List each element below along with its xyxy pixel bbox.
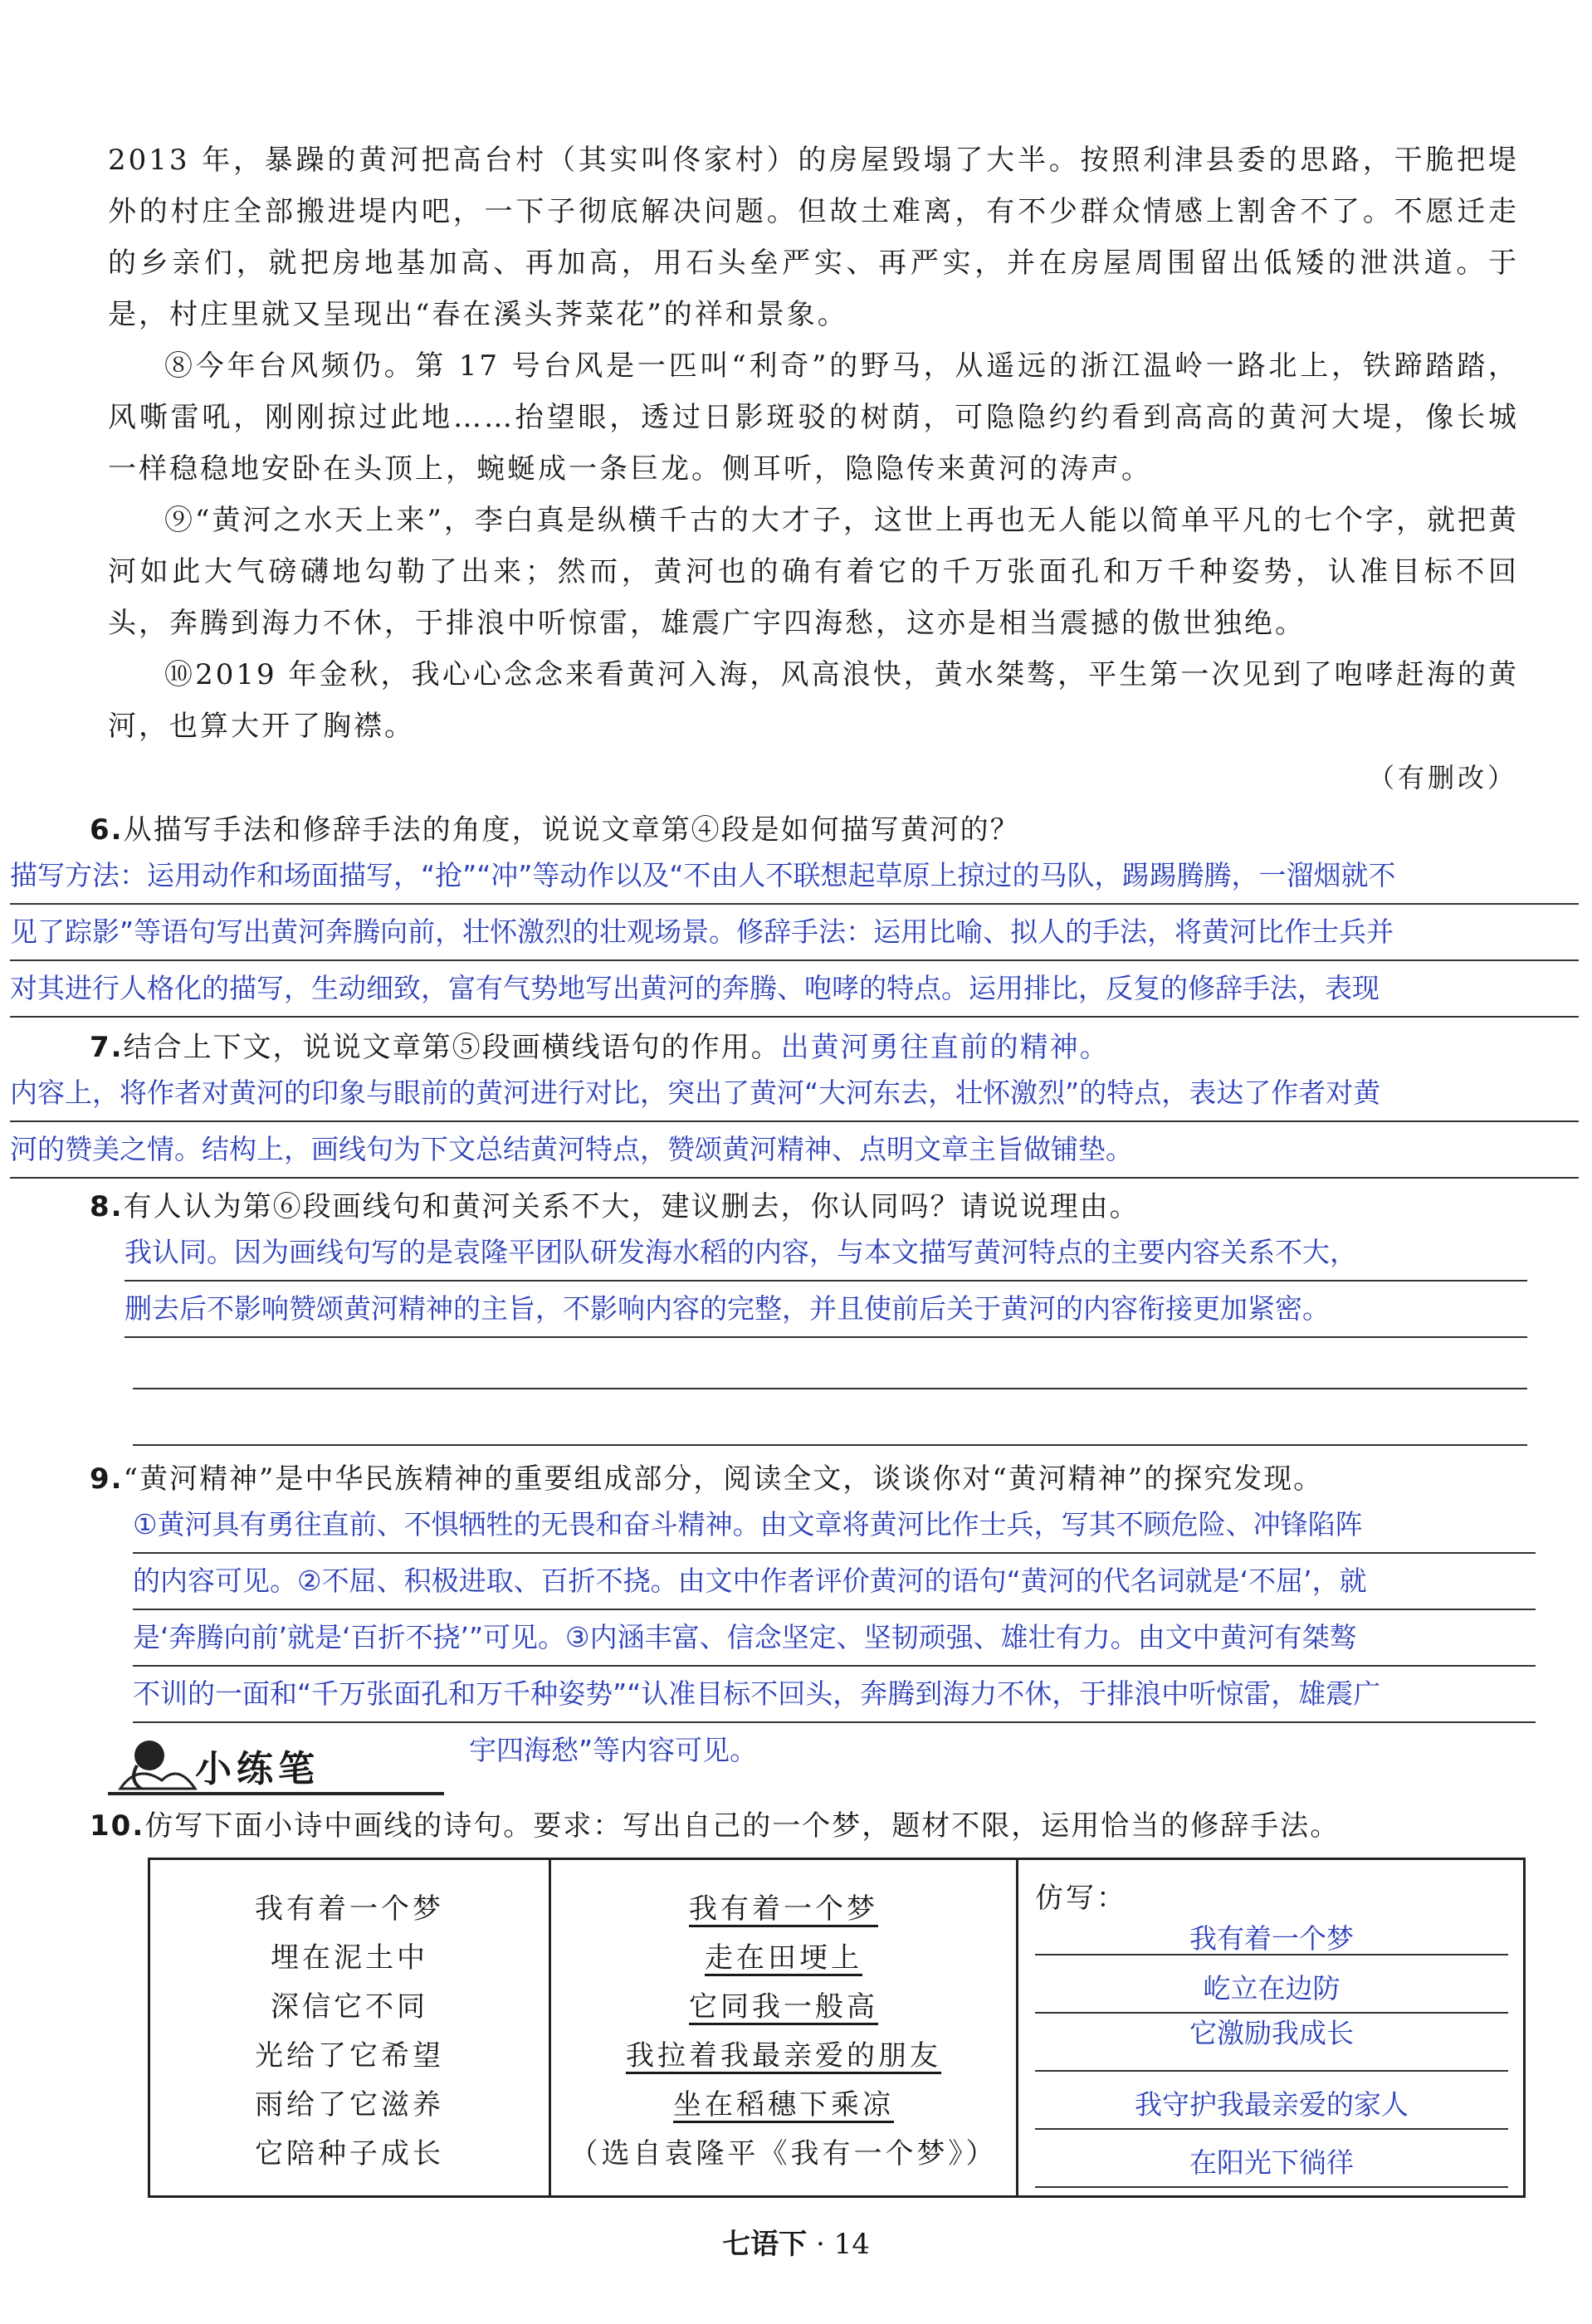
book-title: 七语下 xyxy=(722,2228,808,2261)
question-9 xyxy=(90,1461,1550,1497)
imitation-line: 屹立在边防 xyxy=(1035,1955,1508,2014)
imitation-line: 在阳光下徜徉 xyxy=(1035,2130,1508,2188)
answer-inline: 出黄河勇往直前的精神。 xyxy=(780,1031,1110,1064)
passage-paragraph-10: ⑩2019 年金秋，我心心念念来看黄河入海，风高浪快，黄水桀骜，平生第一次见到了咆哮赶海的黄河，也算大开了胸襟。 xyxy=(108,658,1519,743)
answer-8 xyxy=(125,1225,1527,1338)
question-text: 结合上下文，说说文章第⑤段画横线语句的作用。 xyxy=(123,1031,781,1064)
passage-paragraph-8: ⑧今年台风频仍。第 17 号台风是一匹叫“利奇”的野马，从遥远的浙江温岭一路北上，铁蹄踏踏，风嘶雷吼，刚刚掠过此地……抬望眼，透过日影斑驳的树荫，可隐隐约约看到高高的黄河大堤，像长城一样稳稳地安卧在头顶上，蜿蜒成一条巨龙。侧耳听，隐隐传来黄河的涛声。 xyxy=(108,349,1519,486)
poem-source: （选自袁隆平《我有一个梦》） xyxy=(569,2137,998,2170)
poem-table xyxy=(148,1858,1526,2198)
answer-line: 是‘奔腾向前’就是‘百折不挠’”可见。③内涵丰富、信念坚定、坚韧顽强、雄壮有力。由文中黄河有桀骜 xyxy=(133,1610,1536,1667)
answer-line: 描写方法：运用动作和场面描写，“抢”“冲”等动作以及“不由人不联想起草原上掠过的马队，踢踢腾腾，一溜烟就不 xyxy=(10,848,1579,905)
question-number: 6. xyxy=(90,813,124,847)
poem-line: 它陪种子成长 xyxy=(255,2137,444,2170)
question-text: “黄河精神”是中华民族精神的重要组成部分，阅读全文，谈谈你对“黄河精神”的探究发现。 xyxy=(123,1462,1324,1496)
question-text: 仿写下面小诗中画线的诗句。要求：写出自己的一个梦，题材不限，运用恰当的修辞手法。 xyxy=(144,1809,1341,1843)
poem-underlined-column xyxy=(550,1859,1018,2197)
footer-separator: · xyxy=(815,2228,825,2261)
poem-line: 雨给了它滋养 xyxy=(255,2088,444,2121)
imitation-label: 仿写： xyxy=(1035,1882,1127,1915)
poem-underlined-line: 走在田埂上 xyxy=(705,1941,862,1975)
question-number: 10. xyxy=(90,1809,145,1843)
question-7 xyxy=(90,1029,1550,1066)
source-note: （有删改） xyxy=(1367,762,1517,793)
passage-paragraph-7: 2013 年，暴躁的黄河把高台村（其实叫佟家村）的房屋毁塌了大半。按照利津县委的思路，干脆把堤外的村庄全部搬进堤内吧，一下子彻底解决问题。但故土难离，有不少群众情感上割舍不了。不愿迁走的乡亲们，就把房地基加高、再加高，用石头垒严实、再严实，并在房屋周围留出低矮的泄洪道。于是，村庄里就又呈现出“春在溪头荠菜花”的祥和景象。 xyxy=(108,144,1519,331)
practice-title: 小练笔 xyxy=(195,1748,320,1790)
imitation-line: 我守护我最亲爱的家人 xyxy=(1035,2072,1508,2130)
imitation-line: 我有着一个梦 xyxy=(1035,1916,1508,1955)
answer-line: 的内容可见。②不屈、积极进取、百折不挠。由文中作者评价黄河的语句“黄河的代名词就是‘不屈’，就 xyxy=(133,1554,1536,1610)
answer-line: ①黄河具有勇往直前、不惧牺牲的无畏和奋斗精神。由文章将黄河比作士兵，写其不顾危险、冲锋陷阵 xyxy=(133,1497,1536,1554)
question-10 xyxy=(90,1808,1550,1844)
answer-line: 删去后不影响赞颂黄河精神的主旨，不影响内容的完整，并且使前后关于黄河的内容衔接更加紧密。 xyxy=(125,1282,1527,1338)
poem-line: 光给了它希望 xyxy=(255,2039,444,2073)
poem-underlined-line: 它同我一般高 xyxy=(689,1990,878,2024)
poem-underlined-line: 我有着一个梦 xyxy=(689,1892,878,1926)
poem-line: 我有着一个梦 xyxy=(255,1892,444,1926)
poem-line: 埋在泥土中 xyxy=(271,1941,428,1975)
poem-underlined-line: 坐在稻穗下乘凉 xyxy=(673,2088,894,2121)
page-number: 14 xyxy=(833,2228,870,2261)
imitation-column xyxy=(1018,1859,1525,2197)
answer-line: 我认同。因为画线句写的是袁隆平团队研发海水稻的内容，与本文描写黄河特点的主要内容关系不大， xyxy=(125,1225,1527,1282)
question-number: 9. xyxy=(90,1462,124,1496)
answer-7 xyxy=(10,1066,1579,1179)
answer-line: 内容上，将作者对黄河的印象与眼前的黄河进行对比，突出了黄河“大河东去，壮怀激烈”的特点，表达了作者对黄 xyxy=(10,1066,1579,1122)
page-footer xyxy=(0,2221,1592,2262)
answer-6 xyxy=(10,848,1579,1018)
answer-line: 宇四海愁”等内容可见。 xyxy=(469,1734,758,1766)
poem-original-column xyxy=(149,1859,550,2197)
question-8 xyxy=(90,1189,1550,1225)
question-text: 从描写手法和修辞手法的角度，说说文章第④段是如何描写黄河的？ xyxy=(123,813,1020,847)
poem-line: 深信它不同 xyxy=(271,1990,428,2024)
poem-underlined-line: 我拉着我最亲爱的朋友 xyxy=(626,2039,941,2073)
question-number: 8. xyxy=(90,1190,124,1223)
answer-line: 对其进行人格化的描写，生动细致，富有气势地写出黄河的奔腾、咆哮的特点。运用排比，反复的修辞手法，表现 xyxy=(10,961,1579,1018)
answer-line: 见了踪影”等语句写出黄河奔腾向前，壮怀激烈的壮观场景。修辞手法：运用比喻、拟人的手法，将黄河比作士兵并 xyxy=(10,905,1579,961)
passage-paragraph-9: ⑨“黄河之水天上来”，李白真是纵横千古的大才子，这世上再也无人能以简单平凡的七个字，就把黄河如此大气磅礴地勾勒了出来；然而，黄河也的确有着它的千万张面孔和万千种姿势，认准目标不回头，奔腾到海力不休，于排浪中听惊雷，雄震广宇四海愁，这亦是相当震撼的傲世独绝。 xyxy=(108,504,1519,640)
blank-answer-line xyxy=(133,1388,1527,1389)
question-text: 有人认为第⑥段画线句和黄河关系不大，建议删去，你认同吗？请说说理由。 xyxy=(123,1190,1140,1223)
answer-line: 河的赞美之情。结构上，画线句为下文总结黄河特点，赞颂黄河精神、点明文章主旨做铺垫。 xyxy=(10,1122,1579,1179)
answer-line: 不训的一面和“千万张面孔和万千种姿势”“认准目标不回头，奔腾到海力不休，于排浪中听惊雷，雄震广 xyxy=(133,1667,1536,1723)
imitation-line: 它激励我成长 xyxy=(1035,2014,1508,2072)
question-number: 7. xyxy=(90,1031,124,1064)
blank-answer-line xyxy=(133,1444,1527,1446)
question-6 xyxy=(90,812,1550,848)
